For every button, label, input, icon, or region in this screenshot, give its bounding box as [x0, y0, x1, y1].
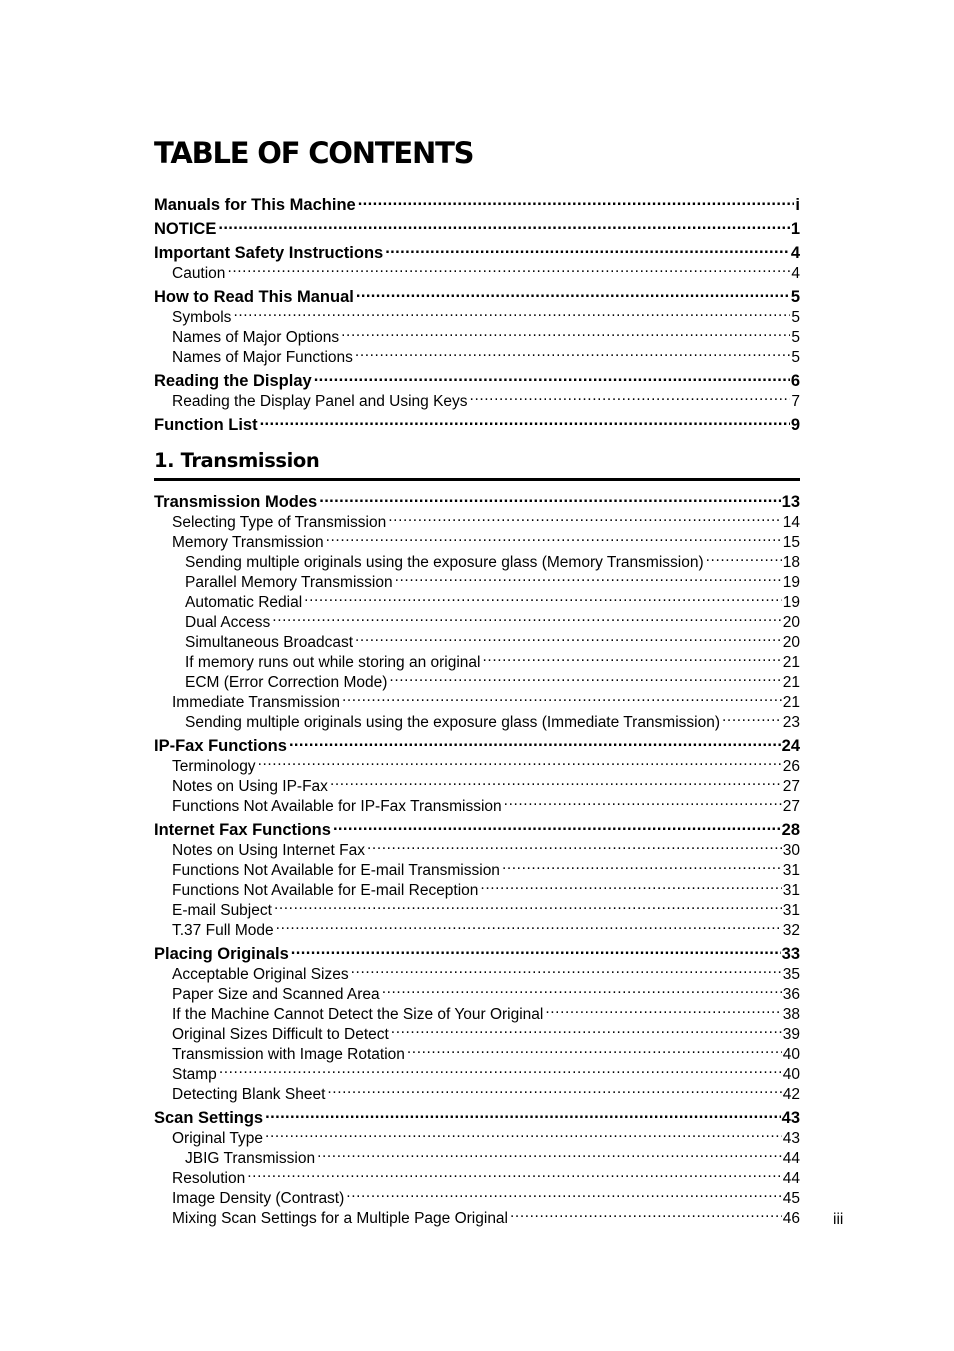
toc-entry[interactable]	[154, 282, 800, 306]
toc-dot-leader	[342, 687, 782, 707]
page-title: TABLE OF CONTENTS	[154, 136, 474, 170]
toc-entry[interactable]	[185, 1143, 800, 1167]
toc-dot-leader	[358, 190, 795, 210]
toc-entry-title: Symbols	[172, 309, 232, 326]
toc-entry[interactable]	[172, 342, 800, 366]
toc-entry-title: Functions Not Available for E-mail Reception	[172, 882, 479, 899]
toc-dot-leader	[389, 667, 781, 687]
toc-entry[interactable]	[185, 587, 800, 611]
toc-dot-leader	[247, 1163, 782, 1183]
toc-dot-leader	[265, 1103, 781, 1123]
toc-entry[interactable]	[172, 999, 800, 1023]
toc-entry-page: 23	[782, 714, 800, 731]
toc-entry-title: Sending multiple originals using the exposure glass (Memory Transmission)	[185, 554, 704, 571]
toc-entry-title: E-mail Subject	[172, 902, 272, 919]
toc-entry-page: 28	[781, 821, 800, 839]
toc-entry-page: 19	[782, 594, 800, 611]
toc-entry-page: 33	[781, 945, 800, 963]
toc-entry-page: 21	[782, 694, 800, 711]
toc-dot-leader	[333, 815, 781, 835]
toc-entry[interactable]	[172, 687, 800, 711]
toc-entry[interactable]	[172, 791, 800, 815]
toc-entry[interactable]	[185, 647, 800, 671]
toc-dot-leader	[391, 1019, 782, 1039]
toc-dot-leader	[355, 627, 782, 647]
toc-entry[interactable]	[172, 895, 800, 919]
toc-entry-page: 35	[782, 966, 800, 983]
toc-dot-leader	[276, 915, 782, 935]
toc-entry[interactable]	[172, 1203, 800, 1227]
toc-entry-page: 5	[791, 309, 800, 326]
toc-dot-leader	[274, 895, 782, 915]
toc-entry[interactable]	[154, 487, 800, 511]
toc-entry-title: Names of Major Options	[172, 329, 340, 346]
toc-dot-leader	[480, 875, 781, 895]
toc-entry-title: Stamp	[172, 1066, 217, 1083]
toc-entry-page: 21	[782, 674, 800, 691]
toc-dot-leader	[395, 567, 782, 587]
section-rule	[154, 478, 800, 481]
toc-dot-leader	[327, 1079, 781, 1099]
toc-entry[interactable]	[154, 410, 800, 434]
toc-entry-page: 14	[782, 514, 800, 531]
toc-entry[interactable]	[172, 527, 800, 551]
toc-dot-leader	[706, 547, 782, 567]
toc-dot-leader	[470, 386, 791, 406]
toc-dot-leader	[382, 979, 782, 999]
toc-entry[interactable]	[172, 258, 800, 282]
toc-dot-leader	[367, 835, 782, 855]
toc-dot-leader	[319, 487, 780, 507]
toc-entry-title: Parallel Memory Transmission	[185, 574, 393, 591]
toc-entry[interactable]	[185, 567, 800, 591]
toc-entry-page: 26	[782, 758, 800, 775]
toc-entry[interactable]	[172, 855, 800, 879]
toc-entry-title: IP-Fax Functions	[154, 737, 287, 755]
toc-entry-title: Manuals for This Machine	[154, 196, 356, 214]
toc-entry-page: 5	[791, 349, 800, 366]
toc-entry-title: Mixing Scan Settings for a Multiple Page Original	[172, 1210, 508, 1227]
toc-entry[interactable]	[172, 835, 800, 859]
toc-entry-page: 15	[782, 534, 800, 551]
toc-dot-leader	[504, 791, 782, 811]
toc-entry[interactable]	[172, 1039, 800, 1063]
toc-entry-page: 13	[781, 493, 800, 511]
toc-entry-title: Automatic Redial	[185, 594, 303, 611]
toc-entry[interactable]	[172, 771, 800, 795]
toc-entry-title: Original Sizes Difficult to Detect	[172, 1026, 389, 1043]
toc-entry[interactable]	[185, 547, 800, 571]
toc-entry-title: JBIG Transmission	[185, 1150, 316, 1167]
toc-dot-leader	[265, 1123, 782, 1143]
toc-entry[interactable]	[172, 507, 800, 531]
toc-entry-title: Image Density (Contrast)	[172, 1190, 345, 1207]
toc-entry[interactable]	[172, 875, 800, 899]
toc-entry-title: If memory runs out while storing an original	[185, 654, 481, 671]
toc-entry-title: Detecting Blank Sheet	[172, 1086, 326, 1103]
toc-entry[interactable]	[172, 1123, 800, 1147]
toc-entry-page: 5	[791, 329, 800, 346]
toc-entry-title: T.37 Full Mode	[172, 922, 274, 939]
toc-entry-page: 45	[782, 1190, 800, 1207]
toc-entry-title: Placing Originals	[154, 945, 289, 963]
toc-entry-title: Simultaneous Broadcast	[185, 634, 354, 651]
toc-dot-leader	[218, 214, 789, 234]
toc-entry[interactable]	[172, 1183, 800, 1207]
toc-dot-leader	[233, 302, 790, 322]
toc-dot-leader	[291, 939, 781, 959]
toc-entry-title: Original Type	[172, 1130, 264, 1147]
toc-dot-leader	[722, 707, 782, 727]
toc-dot-leader	[510, 1203, 782, 1223]
toc-entry-title: Memory Transmission	[172, 534, 324, 551]
toc-entry-title: If the Machine Cannot Detect the Size of Your Original	[172, 1006, 544, 1023]
toc-entry-page: 9	[790, 416, 800, 434]
toc-dot-leader	[355, 342, 790, 362]
toc-entry-page: 46	[782, 1210, 800, 1227]
toc-entry-page: 27	[782, 778, 800, 795]
toc-entry-page: 18	[782, 554, 800, 571]
toc-dot-leader	[317, 1143, 782, 1163]
toc-entry-title: Sending multiple originals using the exposure glass (Immediate Transmission)	[185, 714, 721, 731]
toc-entry-page: 40	[782, 1066, 800, 1083]
toc-entry[interactable]	[185, 707, 800, 731]
toc-entry-title: Terminology	[172, 758, 256, 775]
toc-entry-title: Transmission Modes	[154, 493, 318, 511]
toc-entry-title: Notes on Using IP-Fax	[172, 778, 328, 795]
toc-entry-title: Caution	[172, 265, 226, 282]
toc-entry[interactable]	[172, 386, 800, 410]
toc-dot-leader	[304, 587, 782, 607]
toc-dot-leader	[341, 322, 790, 342]
toc-entry-page: 38	[782, 1006, 800, 1023]
toc-dot-leader	[407, 1039, 782, 1059]
toc-dot-leader	[330, 771, 782, 791]
toc-entry[interactable]	[172, 1079, 800, 1103]
toc-entry-title: Transmission with Image Rotation	[172, 1046, 405, 1063]
toc-entry-page: 44	[782, 1170, 800, 1187]
toc-entry-title: Reading the Display	[154, 372, 312, 390]
toc-entry-page: 27	[782, 798, 800, 815]
toc-dot-leader	[314, 366, 790, 386]
toc-entry-title: Reading the Display Panel and Using Keys	[172, 393, 468, 410]
toc-entry-title: Scan Settings	[154, 1109, 264, 1127]
toc-entry-title: Notes on Using Internet Fax	[172, 842, 365, 859]
toc-dot-leader	[351, 959, 782, 979]
toc-entry-title: ECM (Error Correction Mode)	[185, 674, 388, 691]
toc-entry[interactable]	[154, 1103, 800, 1127]
section-heading: 1. Transmission	[154, 449, 320, 472]
toc-dot-leader	[219, 1059, 782, 1079]
toc-entry[interactable]	[172, 979, 800, 1003]
toc-entry-page: 36	[782, 986, 800, 1003]
toc-entry-page: i	[795, 196, 800, 214]
toc-entry-page: 43	[782, 1130, 800, 1147]
toc-entry[interactable]	[154, 238, 800, 262]
toc-entry[interactable]	[185, 667, 800, 691]
toc-entry-page: 20	[782, 614, 800, 631]
toc-entry[interactable]	[154, 939, 800, 963]
toc-entry-title: Function List	[154, 416, 258, 434]
toc-entry-page: 7	[791, 393, 800, 410]
toc-entry-page: 30	[782, 842, 800, 859]
toc-dot-leader	[260, 410, 790, 430]
toc-entry[interactable]	[154, 214, 800, 238]
toc-dot-leader	[326, 527, 782, 547]
toc-entry[interactable]	[154, 731, 800, 755]
toc-entry-page: 4	[791, 265, 800, 282]
toc-dot-leader	[356, 282, 790, 302]
toc-entry-page: 6	[790, 372, 800, 390]
toc-entry-page: 4	[790, 244, 800, 262]
toc-entry-page: 40	[782, 1046, 800, 1063]
toc-entry-title: Internet Fax Functions	[154, 821, 331, 839]
toc-entry-page: 20	[782, 634, 800, 651]
toc-dot-leader	[258, 751, 782, 771]
toc-entry-page: 43	[781, 1109, 800, 1127]
toc-entry-page: 24	[781, 737, 800, 755]
toc-entry-page: 31	[782, 902, 800, 919]
toc-entry-page: 21	[782, 654, 800, 671]
toc-dot-leader	[545, 999, 781, 1019]
toc-entry[interactable]	[154, 366, 800, 390]
toc-entry-page: 19	[782, 574, 800, 591]
toc-entry-title: Selecting Type of Transmission	[172, 514, 387, 531]
toc-entry[interactable]	[172, 1019, 800, 1043]
toc-entry-title: Important Safety Instructions	[154, 244, 384, 262]
toc-dot-leader	[227, 258, 790, 278]
toc-entry-title: Resolution	[172, 1170, 246, 1187]
toc-entry-title: Names of Major Functions	[172, 349, 353, 366]
toc-entry-page: 5	[790, 288, 800, 306]
toc-dot-leader	[272, 607, 781, 627]
toc-entry-page: 31	[782, 862, 800, 879]
toc-entry-page: 32	[782, 922, 800, 939]
toc-dot-leader	[483, 647, 782, 667]
toc-entry[interactable]	[172, 751, 800, 775]
toc-entry[interactable]	[185, 607, 800, 631]
toc-entry-page: 39	[782, 1026, 800, 1043]
toc-entry-title: Functions Not Available for IP-Fax Transmission	[172, 798, 502, 815]
toc-entry-page: 31	[782, 882, 800, 899]
toc-entry-title: How to Read This Manual	[154, 288, 354, 306]
toc-dot-leader	[388, 507, 782, 527]
toc-entry[interactable]	[172, 915, 800, 939]
toc-entry-title: Immediate Transmission	[172, 694, 340, 711]
toc-entry[interactable]	[154, 190, 800, 214]
toc-entry-title: Functions Not Available for E-mail Transmission	[172, 862, 500, 879]
toc-entry-title: NOTICE	[154, 220, 217, 238]
toc-entry[interactable]	[172, 322, 800, 346]
toc-dot-leader	[385, 238, 790, 258]
toc-dot-leader	[346, 1183, 781, 1203]
toc-entry[interactable]	[154, 815, 800, 839]
toc-entry[interactable]	[185, 627, 800, 651]
toc-entry-page: 44	[782, 1150, 800, 1167]
toc-entry-page: 1	[790, 220, 800, 238]
toc-entry-title: Paper Size and Scanned Area	[172, 986, 380, 1003]
toc-entry-page: 42	[782, 1086, 800, 1103]
toc-entry[interactable]	[172, 1163, 800, 1187]
page-number: iii	[833, 1211, 844, 1228]
toc-entry[interactable]	[172, 302, 800, 326]
toc-entry-title: Acceptable Original Sizes	[172, 966, 349, 983]
toc-entry[interactable]	[172, 1059, 800, 1083]
toc-dot-leader	[289, 731, 781, 751]
toc-dot-leader	[502, 855, 782, 875]
toc-entry-title: Dual Access	[185, 614, 271, 631]
toc-entry[interactable]	[172, 959, 800, 983]
